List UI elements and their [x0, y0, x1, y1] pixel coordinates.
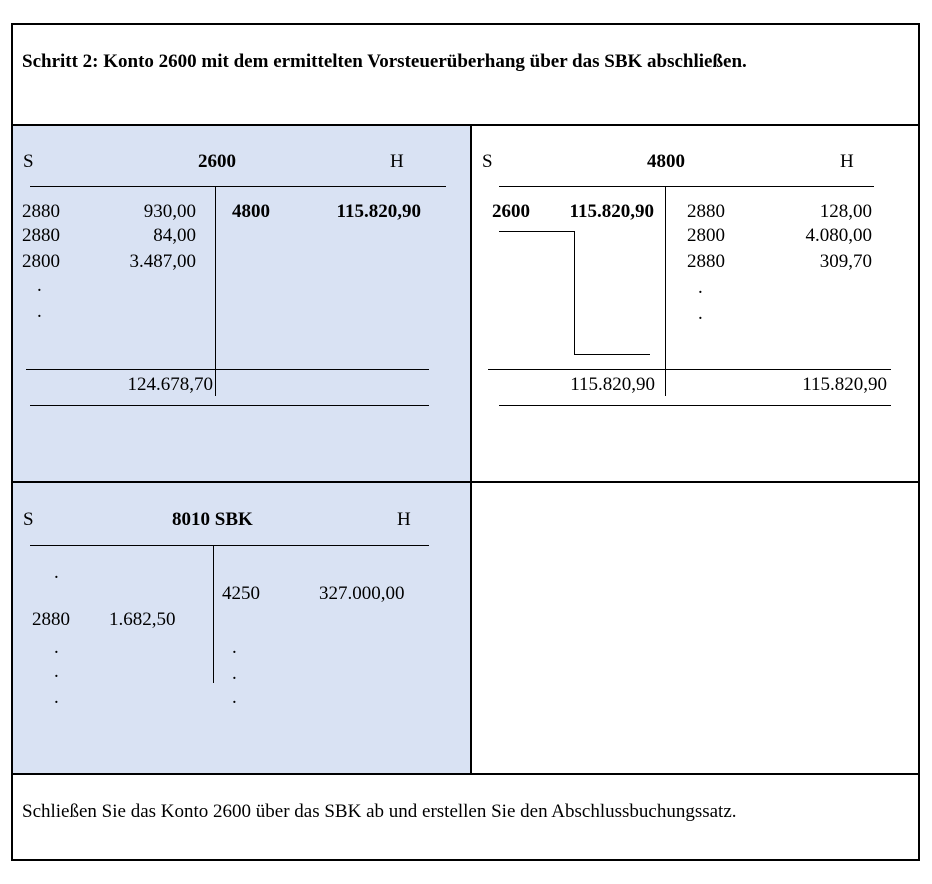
soll-account: 2880 — [32, 609, 70, 630]
sum-top-line — [488, 369, 891, 370]
buchhalternase-bottom — [574, 354, 650, 355]
haben-sum: 115.820,90 — [802, 374, 887, 395]
soll-amount: 84,00 — [153, 225, 196, 246]
continuation-dot: . — [232, 687, 237, 708]
soll-account: 2600 — [492, 201, 530, 222]
sum-bottom-line — [499, 405, 891, 406]
sum-bottom-line — [30, 405, 429, 406]
soll-amount: 930,00 — [143, 201, 196, 222]
soll-account: 2800 — [22, 251, 60, 272]
continuation-dot: . — [698, 303, 703, 324]
continuation-dot: . — [37, 275, 42, 296]
cell-2600-background — [13, 125, 470, 481]
account-title: 4800 — [647, 151, 685, 172]
account-center-line — [665, 186, 666, 396]
footer-divider — [11, 773, 920, 775]
middle-divider — [11, 481, 920, 483]
soll-label: S — [482, 151, 493, 172]
header-divider — [11, 124, 920, 126]
continuation-dot: . — [54, 661, 59, 682]
continuation-dot: . — [232, 663, 237, 684]
haben-label: H — [390, 151, 404, 172]
haben-label: H — [397, 509, 411, 530]
account-center-line — [215, 186, 216, 396]
page-title: Schritt 2: Konto 2600 mit dem ermittelten Vorsteuerüberhang über das SBK abschließen. — [22, 51, 747, 72]
account-top-line — [30, 186, 446, 187]
account-top-line — [499, 186, 874, 187]
continuation-dot: . — [54, 637, 59, 658]
soll-account: 2880 — [22, 201, 60, 222]
soll-amount: 115.820,90 — [569, 201, 654, 222]
haben-amount: 115.820,90 — [336, 201, 421, 222]
account-title: 2600 — [198, 151, 236, 172]
buchhalternase-vertical — [574, 231, 575, 355]
soll-amount: 3.487,00 — [129, 251, 196, 272]
continuation-dot: . — [54, 687, 59, 708]
account-center-line — [213, 545, 214, 683]
column-divider — [470, 124, 472, 775]
sum-top-line — [26, 369, 429, 370]
continuation-dot: . — [54, 562, 59, 583]
haben-account: 2880 — [687, 201, 725, 222]
haben-amount: 128,00 — [819, 201, 872, 222]
soll-amount: 1.682,50 — [109, 609, 176, 630]
account-top-line — [30, 545, 429, 546]
haben-account: 2880 — [687, 251, 725, 272]
haben-amount: 327.000,00 — [319, 583, 405, 604]
soll-sum: 124.678,70 — [127, 374, 213, 395]
soll-label: S — [23, 509, 34, 530]
haben-account: 4250 — [222, 583, 260, 604]
continuation-dot: . — [37, 301, 42, 322]
account-title: 8010 SBK — [172, 509, 253, 530]
haben-label: H — [840, 151, 854, 172]
haben-amount: 309,70 — [819, 251, 872, 272]
buchhalternase-top — [499, 231, 575, 232]
haben-account: 2800 — [687, 225, 725, 246]
soll-account: 2880 — [22, 225, 60, 246]
haben-amount: 4.080,00 — [805, 225, 872, 246]
haben-account: 4800 — [232, 201, 270, 222]
soll-label: S — [23, 151, 34, 172]
continuation-dot: . — [698, 277, 703, 298]
continuation-dot: . — [232, 637, 237, 658]
soll-sum: 115.820,90 — [570, 374, 655, 395]
task-instruction: Schließen Sie das Konto 2600 über das SBK ab und erstellen Sie den Abschlussbuchungssatz. — [22, 801, 737, 822]
